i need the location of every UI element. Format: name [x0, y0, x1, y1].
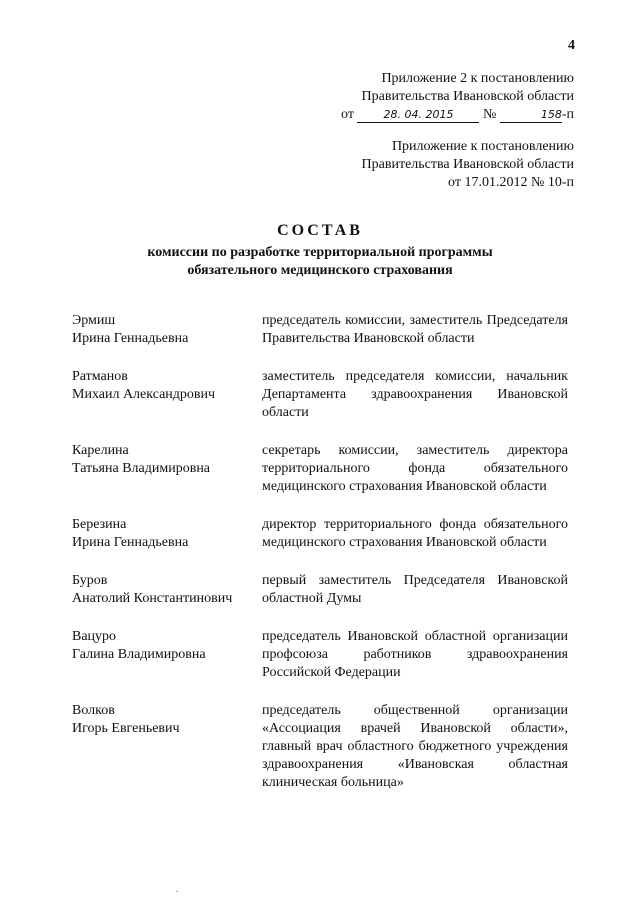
member-role: заместитель председателя комиссии, начальник Департамента здравоохранения Ивановской области — [262, 369, 568, 420]
handwritten-number: 158 — [500, 108, 562, 123]
member-surname: Ратманов — [72, 369, 128, 384]
member-surname: Волков — [72, 703, 115, 718]
member-name — [72, 312, 262, 348]
member-row — [72, 368, 568, 422]
member-given-name: Галина Владимировна — [72, 647, 206, 662]
member-name — [72, 368, 262, 422]
member-role: секретарь комиссии, заместитель директора территориального фонда обязательного медицинского страхования Ивановской области — [262, 443, 568, 494]
member-name — [72, 702, 262, 792]
member-name — [72, 628, 262, 682]
member-given-name: Михаил Александрович — [72, 387, 216, 402]
member-given-name: Ирина Геннадьевна — [72, 535, 189, 550]
document-title: СОСТАВ — [277, 222, 363, 239]
appendix-current-date-line — [341, 106, 574, 124]
member-row — [72, 442, 568, 496]
member-role: председатель комиссии, заместитель Председателя Правительства Ивановской области — [262, 313, 568, 346]
member-name — [72, 442, 262, 496]
appendix-original-line3: от 17.01.2012 № 10-п — [448, 175, 574, 190]
member-given-name: Анатолий Константинович — [72, 591, 233, 606]
members-list — [72, 312, 568, 812]
footer-mark: . — [176, 885, 178, 894]
appendix-current-line1: Приложение 2 к постановлению — [381, 71, 574, 86]
document-subtitle — [0, 244, 640, 280]
member-surname: Березина — [72, 517, 127, 532]
member-role: первый заместитель Председателя Ивановской областной Думы — [262, 573, 568, 606]
from-label: от — [341, 107, 354, 122]
number-label: № — [482, 107, 497, 122]
member-name — [72, 516, 262, 552]
appendix-original-line1: Приложение к постановлению — [391, 139, 574, 154]
member-role: председатель Ивановской областной организации профсоюза работников здравоохранения Российской Федерации — [262, 629, 568, 680]
member-row — [72, 312, 568, 348]
number-suffix: -п — [561, 107, 574, 122]
member-surname: Вацуро — [72, 629, 117, 644]
appendix-original — [362, 138, 574, 192]
member-surname: Эрмиш — [72, 313, 116, 328]
member-row — [72, 572, 568, 608]
member-surname: Буров — [72, 573, 108, 588]
appendix-current — [341, 70, 574, 124]
appendix-original-line2: Правительства Ивановской области — [361, 157, 574, 172]
handwritten-date: 28. 04. 2015 — [357, 108, 479, 123]
member-row — [72, 628, 568, 682]
member-surname: Карелина — [72, 443, 129, 458]
member-given-name: Ирина Геннадьевна — [72, 331, 189, 346]
member-role: председатель общественной организации «Ассоциация врачей Ивановской области», главный врач областного бюджетного учреждения здравоохранения «Ивановская областная клиническая больница» — [262, 703, 568, 790]
appendix-current-line2: Правительства Ивановской области — [361, 89, 574, 104]
member-name — [72, 572, 262, 608]
member-row — [72, 702, 568, 792]
member-role: директор территориального фонда обязательного медицинского страхования Ивановской области — [262, 517, 568, 550]
member-given-name: Татьяна Владимировна — [72, 461, 211, 476]
member-given-name: Игорь Евгеньевич — [72, 721, 180, 736]
subtitle-line2: обязательного медицинского страхования — [187, 263, 453, 278]
page-number: 4 — [568, 38, 575, 53]
member-row — [72, 516, 568, 552]
subtitle-line1: комиссии по разработке территориальной программы — [147, 245, 493, 260]
